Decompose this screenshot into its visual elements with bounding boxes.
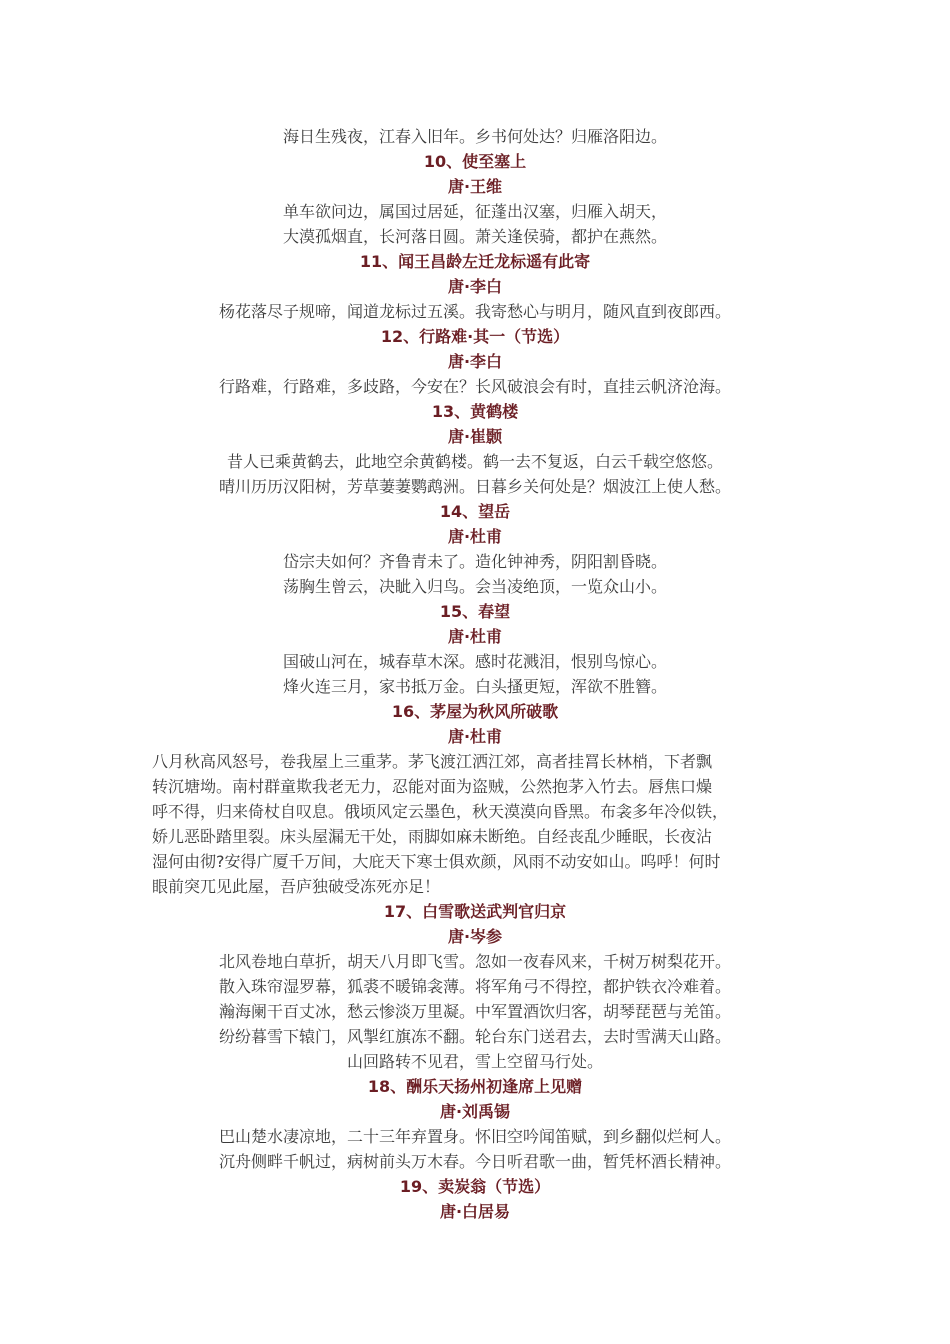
poem-line: 昔人已乘黄鹤去，此地空余黄鹤楼。鹤一去不复返，白云千载空悠悠。 xyxy=(226,452,723,471)
poem-title: 11、闻王昌龄左迁龙标遥有此寄 xyxy=(359,252,591,271)
poem-line: 沉舟侧畔千帆过，病树前头万木春。今日听君歌一曲，暂凭杯酒长精神。 xyxy=(218,1152,731,1171)
poem-11 xyxy=(0,249,950,324)
poem-10 xyxy=(0,149,950,249)
prose-line: 娇儿恶卧踏里裂。床头屋漏无干处，雨脚如麻未断绝。自经丧乱少睡眠，长夜沾 xyxy=(152,827,713,846)
poem-title: 16、茅屋为秋风所破歌 xyxy=(391,702,559,721)
poem-author: 唐·李白 xyxy=(447,352,503,371)
poem-line: 单车欲问边，属国过居延，征蓬出汉塞，归雁入胡天， xyxy=(282,202,667,221)
poem-title: 10、使至塞上 xyxy=(423,152,527,171)
poem-line: 晴川历历汉阳树，芳草萋萋鹦鹉洲。日暮乡关何处是？烟波江上使人愁。 xyxy=(218,477,731,496)
poem-line: 行路难，行路难，多歧路，今安在？长风破浪会有时，直挂云帆济沧海。 xyxy=(218,377,731,396)
poem-line: 国破山河在，城春草木深。感时花溅泪，恨别鸟惊心。 xyxy=(282,652,667,671)
prose-line: 眼前突兀见此屋，吾庐独破受冻死亦足！ xyxy=(152,877,441,896)
poem-12 xyxy=(0,324,950,399)
poem-line: 山回路转不见君，雪上空留马行处。 xyxy=(346,1052,603,1071)
poem-title: 13、黄鹤楼 xyxy=(431,402,519,421)
poem-title: 14、望岳 xyxy=(439,502,511,521)
poem-title: 12、行路难·其一（节选） xyxy=(380,327,570,346)
poem-line: 巴山楚水凄凉地，二十三年弃置身。怀旧空吟闻笛赋，到乡翻似烂柯人。 xyxy=(218,1127,731,1146)
poem-16 xyxy=(0,699,950,899)
poem-prose-paragraph xyxy=(152,749,802,899)
document-page xyxy=(0,124,950,1224)
poem-line: 大漠孤烟直，长河落日圆。萧关逢侯骑，都护在燕然。 xyxy=(282,227,667,246)
prose-line: 呼不得，归来倚杖自叹息。俄顷风定云墨色，秋天漠漠向昏黑。布衾多年冷似铁， xyxy=(152,802,729,821)
poem-author: 唐·刘禹锡 xyxy=(439,1102,511,1121)
poem-author: 唐·崔颢 xyxy=(447,427,503,446)
poem-13 xyxy=(0,399,950,499)
poem-author: 唐·杜甫 xyxy=(447,527,503,546)
poem-title: 17、白雪歌送武判官归京 xyxy=(383,902,567,921)
poem-title: 19、卖炭翁（节选） xyxy=(399,1177,551,1196)
poem-line: 瀚海阑干百丈冰，愁云惨淡万里凝。中军置酒饮归客，胡琴琵琶与羌笛。 xyxy=(218,1002,731,1021)
poem-title: 15、春望 xyxy=(439,602,511,621)
poem-14 xyxy=(0,499,950,599)
poem-line: 荡胸生曾云，决眦入归鸟。会当凌绝顶，一览众山小。 xyxy=(282,577,667,596)
poem-line: 北风卷地白草折，胡天八月即飞雪。忽如一夜春风来，千树万树梨花开。 xyxy=(218,952,731,971)
poem-17 xyxy=(0,899,950,1074)
poem-author: 唐·王维 xyxy=(447,177,503,196)
poem-author: 唐·李白 xyxy=(447,277,503,296)
poem-19 xyxy=(0,1174,950,1224)
prose-line: 八月秋高风怒号，卷我屋上三重茅。茅飞渡江洒江郊，高者挂罥长林梢，下者飘 xyxy=(152,752,713,771)
poem-line: 海日生残夜，江春入旧年。乡书何处达？归雁洛阳边。 xyxy=(282,127,667,146)
poem-line: 散入珠帘湿罗幕，狐裘不暖锦衾薄。将军角弓不得控，都护铁衣冷难着。 xyxy=(218,977,731,996)
poem-author: 唐·白居易 xyxy=(439,1202,511,1221)
poem-author: 唐·杜甫 xyxy=(447,727,503,746)
poem-author: 唐·杜甫 xyxy=(447,627,503,646)
poem-line: 岱宗夫如何？齐鲁青未了。造化钟神秀，阴阳割昏晓。 xyxy=(282,552,667,571)
poem-line: 烽火连三月，家书抵万金。白头搔更短，浑欲不胜簪。 xyxy=(282,677,667,696)
poem-18 xyxy=(0,1074,950,1174)
poem-line: 纷纷暮雪下辕门，风掣红旗冻不翻。轮台东门送君去，去时雪满天山路。 xyxy=(218,1027,731,1046)
poem-15 xyxy=(0,599,950,699)
poem-line: 杨花落尽子规啼，闻道龙标过五溪。我寄愁心与明月，随风直到夜郎西。 xyxy=(218,302,731,321)
prose-line: 湿何由彻?安得广厦千万间，大庇天下寒士俱欢颜，风雨不动安如山。呜呼！何时 xyxy=(152,852,721,871)
prose-line: 转沉塘坳。南村群童欺我老无力，忍能对面为盗贼，公然抱茅入竹去。唇焦口燥 xyxy=(152,777,713,796)
poem-title: 18、酬乐天扬州初逢席上见赠 xyxy=(367,1077,583,1096)
poem-author: 唐·岑参 xyxy=(447,927,503,946)
